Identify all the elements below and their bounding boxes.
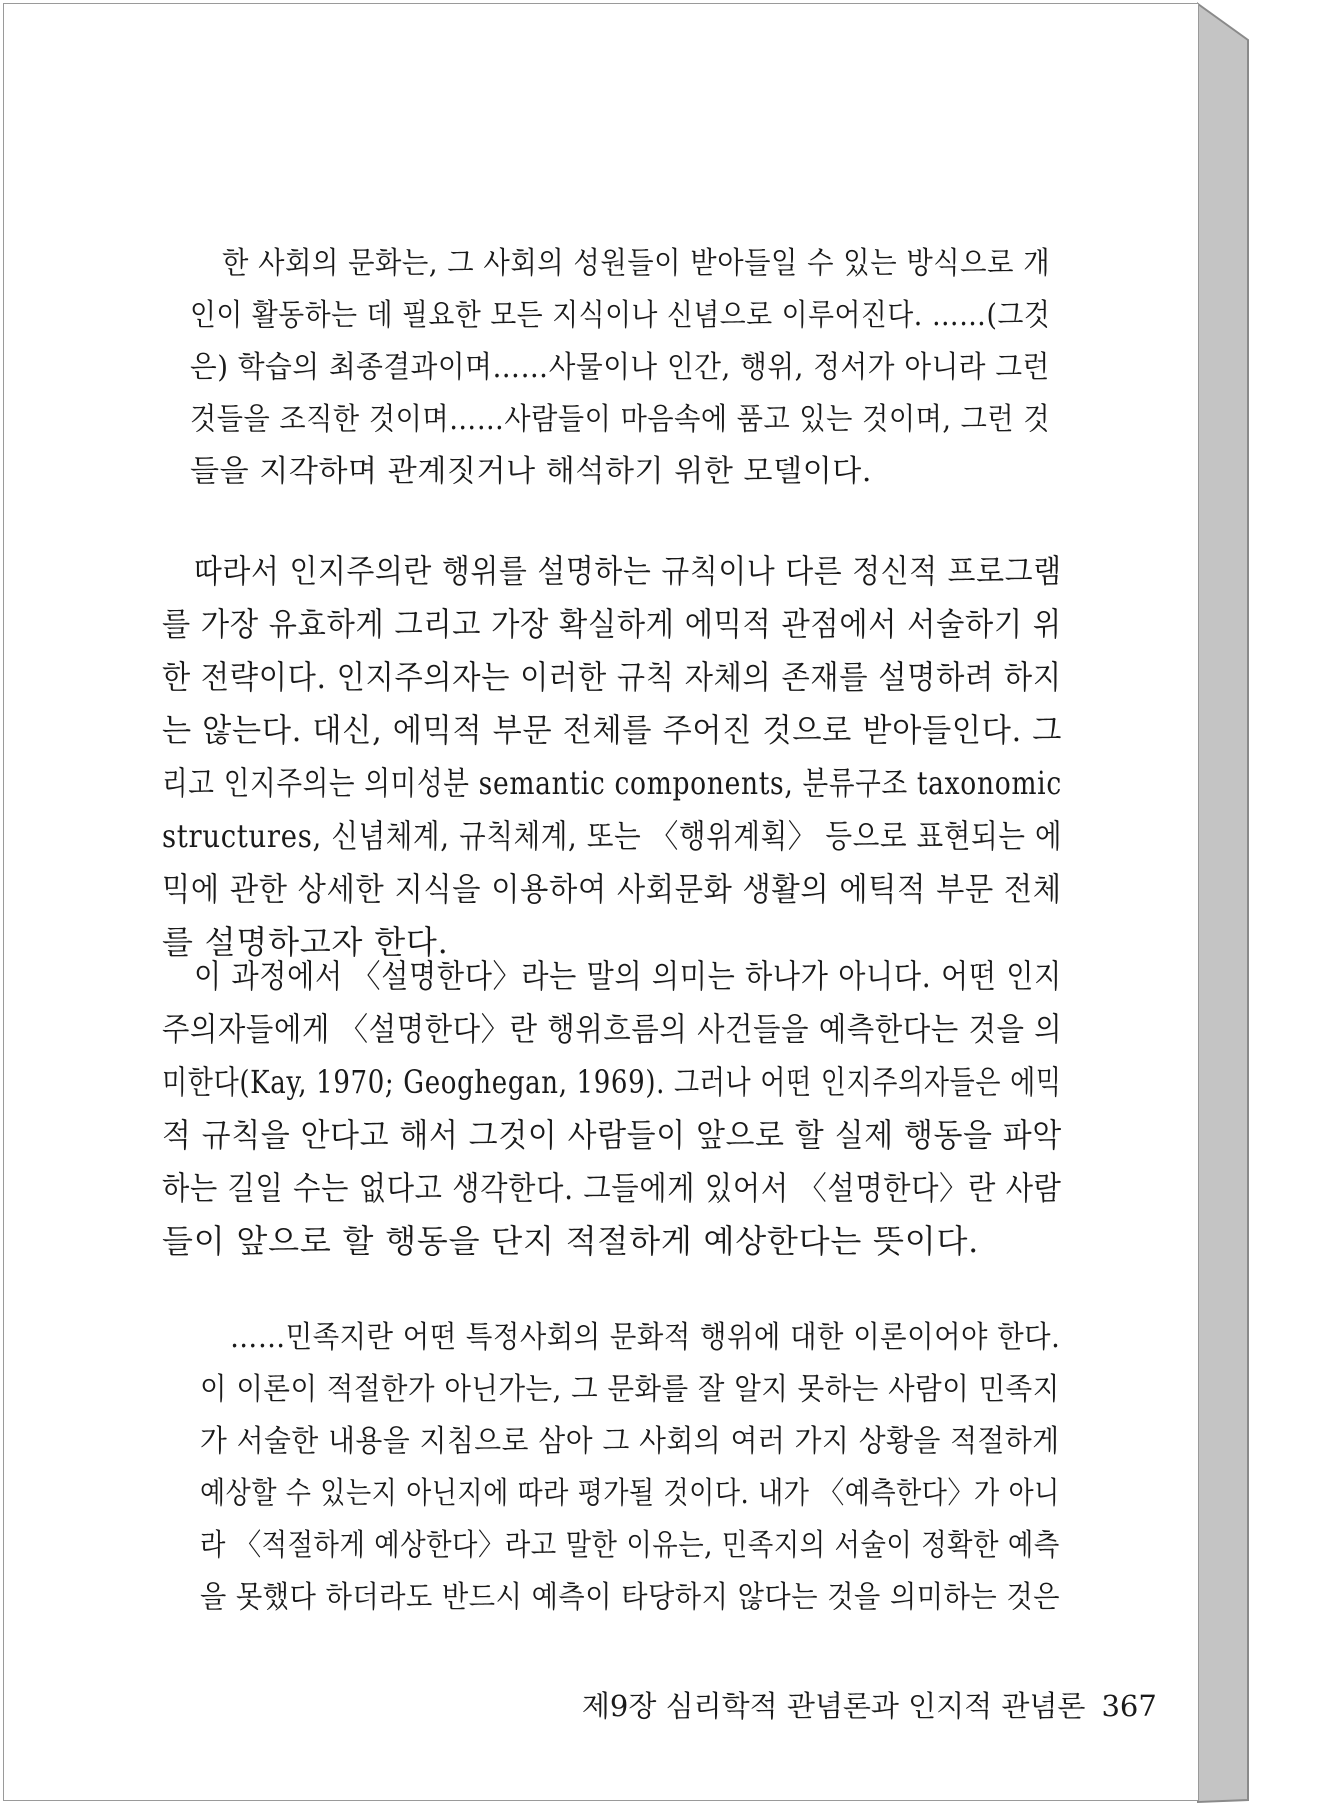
paragraph-2-line-1: 이 과정에서 〈설명한다〉라는 말의 의미는 하나가 아니다. 어떤 인지 [194, 957, 1062, 995]
quote-2-line-4: 예상할 수 있는지 아닌지에 따라 평가될 것이다. 내가 〈예측한다〉가 아니 [200, 1476, 1060, 1511]
paragraph-1-line-3: 한 전략이다. 인지주의자는 이러한 규칙 자체의 존재를 설명하려 하지 [162, 658, 1062, 696]
quote-2-line-1: ……민족지란 어떤 특정사회의 문화적 행위에 대한 이론이어야 한다. [230, 1320, 1061, 1355]
page-number: 367 [1101, 1689, 1157, 1723]
paragraph-1-line-5: 리고 인지주의는 의미성분 semantic components, 분류구조 taxonomic [162, 764, 1062, 802]
running-footer [545, 1650, 1157, 1759]
quote-2-line-3: 가 서술한 내용을 지침으로 삼아 그 사회의 여러 가지 상황을 적절하게 [200, 1424, 1060, 1459]
paragraph-2-line-3: 미한다(Kay, 1970; Geoghegan, 1969). 그러나 어떤 인지주의자들은 에믹 [162, 1063, 1062, 1101]
quote-1-line-3: 은) 학습의 최종결과이며……사물이나 인간, 행위, 정서가 아니라 그런 [190, 350, 1050, 385]
paragraph-1-line-6: structures, 신념체계, 규칙체계, 또는 〈행위계획〉 등으로 표현되는 에 [162, 817, 1063, 855]
quote-1-line-1: 한 사회의 문화는, 그 사회의 성원들이 받아들일 수 있는 방식으로 개 [222, 246, 1051, 281]
quote-1-line-4: 것들을 조직한 것이며……사람들이 마음속에 품고 있는 것이며, 그런 것 [190, 402, 1051, 437]
paragraph-2-line-4: 적 규칙을 안다고 해서 그것이 사람들이 앞으로 할 실제 행동을 파악 [162, 1116, 1062, 1154]
quote-2-line-5: 라 〈적절하게 예상한다〉라고 말한 이유는, 민족지의 서술이 정확한 예측 [200, 1528, 1060, 1563]
quote-2-line-6: 을 못했다 하더라도 반드시 예측이 타당하지 않다는 것을 의미하는 것은 [200, 1580, 1061, 1615]
paragraph-1-line-2: 를 가장 유효하게 그리고 가장 확실하게 에믹적 관점에서 서술하기 위 [162, 605, 1062, 643]
quote-1-line-2: 인이 활동하는 데 필요한 모든 지식이나 신념으로 이루어진다. ……(그것 [190, 298, 1051, 333]
quote-1-line-5: 들을 지각하며 관계짓거나 해석하기 위한 모델이다. [190, 454, 872, 489]
paragraph-2-line-2: 주의자들에게 〈설명한다〉란 행위흐름의 사건들을 예측한다는 것을 의 [162, 1010, 1063, 1048]
paragraph-1-line-1: 따라서 인지주의란 행위를 설명하는 규칙이나 다른 정신적 프로그램 [194, 552, 1062, 590]
footer-chapter-title: 제9장 심리학적 관념론과 인지적 관념론 [581, 1689, 1086, 1723]
paragraph-1-line-8: 를 설명하고자 한다. [162, 923, 449, 961]
quote-2-line-2: 이 이론이 적절한가 아닌가는, 그 문화를 잘 알지 못하는 사람이 민족지 [200, 1372, 1060, 1407]
paragraph-1-line-7: 믹에 관한 상세한 지식을 이용하여 사회문화 생활의 에틱적 부문 전체 [162, 870, 1062, 908]
paragraph-2-line-5: 하는 길일 수는 없다고 생각한다. 그들에게 있어서 〈설명한다〉란 사람 [162, 1169, 1062, 1207]
paragraph-1-line-4: 는 않는다. 대신, 에믹적 부문 전체를 주어진 것으로 받아들인다. 그 [162, 711, 1063, 749]
paragraph-2-line-6: 들이 앞으로 할 행동을 단지 적절하게 예상한다는 뜻이다. [162, 1222, 980, 1260]
